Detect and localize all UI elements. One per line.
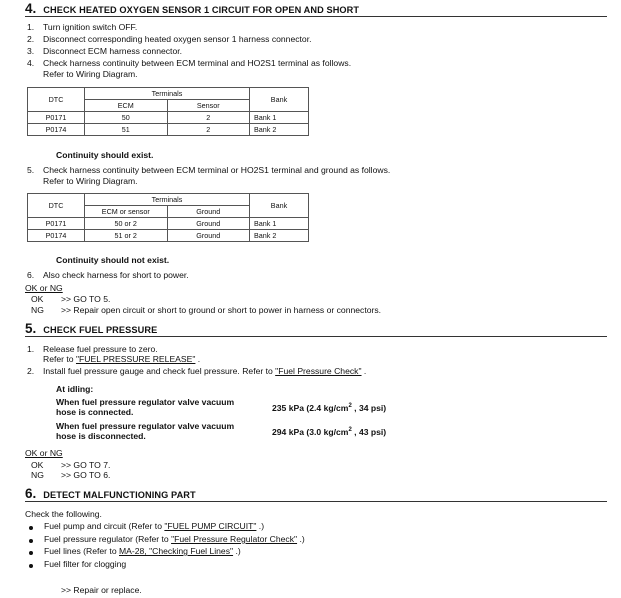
table-row: P0171 50 or 2 Ground Bank 1	[28, 218, 309, 230]
section-5-title: CHECK FUEL PRESSURE	[43, 325, 158, 335]
section-6-title: DETECT MALFUNCTIONING PART	[43, 490, 196, 500]
section-4-header	[25, 0, 607, 17]
fuel-pump-circuit-link[interactable]: "FUEL PUMP CIRCUIT"	[164, 521, 257, 531]
fuel-pressure-regulator-check-link[interactable]: "Fuel Pressure Regulator Check"	[171, 534, 298, 544]
section-4-number: 4.	[25, 1, 37, 16]
continuity-not-exist-note: Continuity should not exist.	[56, 255, 170, 265]
list-item: Fuel pressure regulator (Refer to "Fuel Pressure Regulator Check" .)	[44, 534, 305, 544]
continuity-exist-note: Continuity should exist.	[56, 150, 154, 160]
pressure-value-1: 235 kPa (2.4 $kg/cm^2$ , 34 psi)	[272, 402, 387, 413]
step-5-2: 2. Install fuel pressure gauge and check fuel pressure. Refer to "Fuel Pressure Check" .	[27, 366, 367, 376]
section-5-number: 5.	[25, 321, 37, 336]
at-idling-label: At idling:	[56, 384, 94, 394]
step-5-1-ref: Refer to "FUEL PRESSURE RELEASE" .	[43, 354, 201, 364]
table-row: P0174 51 2 Bank 2	[28, 124, 309, 136]
step-4-5: 5. Check harness continuity between ECM terminal or HO2S1 terminal and ground as follows.	[27, 165, 391, 175]
step-4-2: 2. Disconnect corresponding heated oxygen sensor 1 harness connector.	[27, 34, 312, 44]
list-item: Fuel filter for clogging	[44, 559, 127, 569]
step-4-3: 3. Disconnect ECM harness connector.	[27, 46, 182, 56]
fuel-pressure-release-link[interactable]: "FUEL PRESSURE RELEASE"	[75, 354, 196, 364]
continuity-table-2: DTC Terminals Bank ECM or sensor Ground P0171 50 or 2 Ground Bank 1 P0174 51 or 2 Ground Bank 2	[27, 193, 309, 242]
repair-or-replace: >> Repair or replace.	[61, 585, 142, 595]
table-row: P0174 51 or 2 Ground Bank 2	[28, 230, 309, 242]
step-4-1: 1. Turn ignition switch OFF.	[27, 22, 138, 32]
section-6-header	[25, 485, 607, 502]
section-5-header	[25, 320, 607, 337]
pressure-value-2: 294 kPa (3.0 $kg/cm^2$ , 43 psi)	[272, 426, 387, 437]
list-item: Fuel lines (Refer to MA-28, "Checking Fuel Lines" .)	[44, 546, 241, 556]
checking-fuel-lines-link[interactable]: MA-28, "Checking Fuel Lines"	[119, 546, 234, 556]
ng-result-5: NG >> GO TO 6.	[31, 470, 111, 480]
step-4-4-ref: Refer to Wiring Diagram.	[43, 69, 138, 79]
check-following-intro: Check the following.	[25, 509, 102, 519]
section-6-number: 6.	[25, 486, 37, 501]
condition-1: When fuel pressure regulator valve vacuum hose is connected.	[56, 397, 235, 417]
ok-result-4: OK >> GO TO 5.	[31, 294, 111, 304]
ok-result-5: OK >> GO TO 7.	[31, 460, 111, 470]
fuel-pressure-check-link[interactable]: "Fuel Pressure Check"	[275, 366, 362, 376]
list-item: Fuel pump and circuit (Refer to "FUEL PUMP CIRCUIT" .)	[44, 521, 265, 531]
table-row: P0171 50 2 Bank 1	[28, 112, 309, 124]
step-4-6: 6. Also check harness for short to power.	[27, 270, 189, 280]
step-5-1: 1. Release fuel pressure to zero.	[27, 344, 158, 354]
ok-ng-heading-4: OK or NG	[25, 283, 63, 293]
step-4-4: 4. Check harness continuity between ECM terminal and HO2S1 terminal as follows.	[27, 58, 352, 68]
section-4-title: CHECK HEATED OXYGEN SENSOR 1 CIRCUIT FOR OPEN AND SHORT	[43, 5, 360, 15]
ok-ng-heading-5: OK or NG	[25, 448, 63, 458]
step-4-5-ref: Refer to Wiring Diagram.	[43, 176, 138, 186]
ng-result-4: NG >> Repair open circuit or short to ground or short to power in harness or connectors.	[31, 305, 382, 315]
continuity-table-1: DTC Terminals Bank ECM Sensor P0171 50 2 Bank 1 P0174 51 2 Bank 2	[27, 87, 309, 136]
condition-2: When fuel pressure regulator valve vacuum hose is disconnected.	[56, 421, 235, 441]
